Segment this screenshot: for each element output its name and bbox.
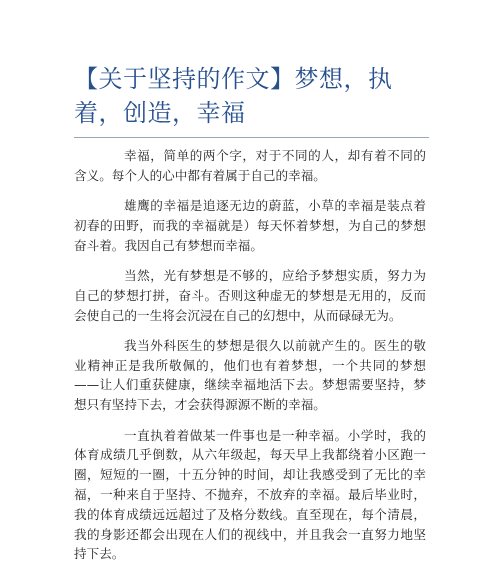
article-title: 【关于坚持的作文】梦想，执着，创造，幸福: [74, 65, 393, 127]
paragraph: 幸福，简单的两个字，对于不同的人，却有着不同的含义。每个人的心中都有着属于自己的幸福。: [74, 148, 426, 183]
paragraph: 雄鹰的幸福是追逐无边的蔚蓝，小草的幸福是装点着初春的田野，而我的幸福就是）每天怀着梦想，为自己的梦想奋斗着。我因自己有梦想而幸福。: [74, 198, 426, 253]
paragraph: 我当外科医生的梦想是很久以前就产生的。医生的敬业精神正是我所敬佩的，他们也有着梦想，一个共同的梦想——让人们重获健康，继续幸福地活下去。梦想需要坚持，梦想只有坚持下去，才会获得源源不断的幸福。: [74, 337, 426, 413]
title-divider: [74, 137, 429, 138]
article-body: [74, 146, 426, 575]
paragraph: 一直执着着做某一件事也是一种幸福。小学时，我的体育成绩几乎倒数，从六年级起，每天早上我都绕着小区跑一圈，短短的一圈，十五分钟的时间，却让我感受到了无比的幸福，一种来自于坚持、不抛弃，不放弃的幸福。最后毕业时，我的体育成绩远远超过了及格分数线。直至现在，每个清晨，我的身影还都会出现在人们的视线中，并且我会一直努力地坚持下去。: [74, 427, 426, 562]
paragraph: 当然，光有梦想是不够的，应给予梦想实质，努力为自己的梦想打拼，奋斗。否则这种虚无的梦想是无用的，反而会使自己的一生将会沉浸在自己的幻想中，从而碌碌无为。: [74, 267, 426, 323]
